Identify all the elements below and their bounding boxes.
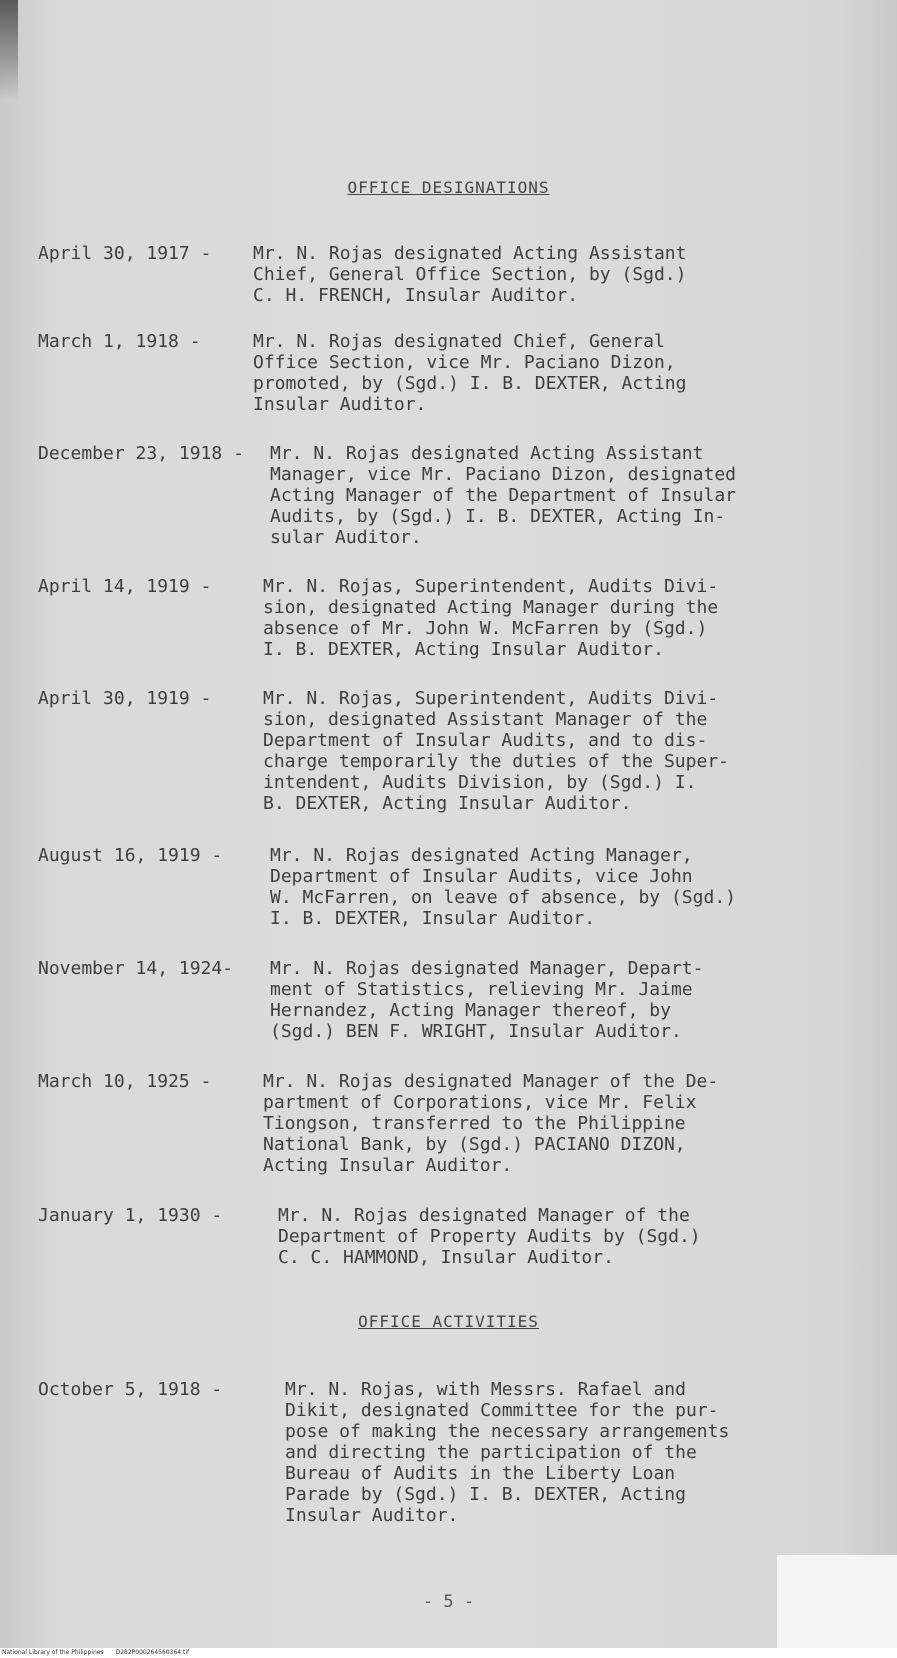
entry-line: sion, designated Assistant Manager of the: [263, 709, 708, 730]
entry-line: I. B. DEXTER, Acting Insular Auditor.: [263, 639, 664, 660]
entry: [38, 331, 858, 415]
entry-line: Mr. N. Rojas designated Manager, Depart-: [270, 958, 704, 979]
file-name: D282P000264560364.tif: [115, 1649, 190, 1656]
entry-date: October 5, 1918 -: [38, 1379, 223, 1400]
entry-line: C. H. FRENCH, Insular Auditor.: [253, 285, 579, 306]
entry-line: partment of Corporations, vice Mr. Felix: [263, 1092, 697, 1113]
entry: [38, 243, 858, 306]
entry: [38, 1205, 858, 1268]
entry-line: Parade by (Sgd.) I. B. DEXTER, Acting: [285, 1484, 686, 1505]
entry-date: December 23, 1918 -: [38, 443, 244, 464]
entry: [38, 443, 858, 548]
entry-line: and directing the participation of the: [285, 1442, 697, 1463]
page-number: - 5 -: [422, 1592, 475, 1612]
entry-line: Dikit, designated Committee for the pur-: [285, 1400, 719, 1421]
scan-patch: [777, 1555, 897, 1648]
entry-line: Mr. N. Rojas designated Acting Assistant: [270, 443, 704, 464]
entry-line: charge temporarily the duties of the Super-: [263, 751, 729, 772]
entry: [38, 845, 858, 929]
entry-line: pose of making the necessary arrangements: [285, 1421, 730, 1442]
entry-line: Manager, vice Mr. Paciano Dizon, designated: [270, 464, 736, 485]
entry-line: Audits, by (Sgd.) I. B. DEXTER, Acting In-: [270, 506, 726, 527]
entry: [38, 688, 858, 814]
entry-line: Acting Manager of the Department of Insular: [270, 485, 736, 506]
entry-line: ment of Statistics, relieving Mr. Jaime: [270, 979, 693, 1000]
entry: [38, 1379, 858, 1526]
entry-date: April 30, 1919 -: [38, 688, 212, 709]
entry-line: C. C. HAMMOND, Insular Auditor.: [278, 1247, 614, 1268]
entry-line: Mr. N. Rojas designated Acting Manager,: [270, 845, 693, 866]
entry-date: April 30, 1917 -: [38, 243, 212, 264]
entry-line: W. McFarren, on leave of absence, by (Sgd.): [270, 887, 736, 908]
entry-line: (Sgd.) BEN F. WRIGHT, Insular Auditor.: [270, 1021, 682, 1042]
entry-date: January 1, 1930 -: [38, 1205, 223, 1226]
entry-line: intendent, Audits Division, by (Sgd.) I.: [263, 772, 697, 793]
entry-date: April 14, 1919 -: [38, 576, 212, 597]
entry: [38, 958, 858, 1042]
entry: [38, 576, 858, 660]
entry-line: Mr. N. Rojas, Superintendent, Audits Divi-: [263, 688, 719, 709]
entry-line: Mr. N. Rojas designated Manager of the De-: [263, 1071, 719, 1092]
entry-line: promoted, by (Sgd.) I. B. DEXTER, Acting: [253, 373, 687, 394]
entry-line: Mr. N. Rojas designated Manager of the: [278, 1205, 690, 1226]
entry-line: B. DEXTER, Acting Insular Auditor.: [263, 793, 632, 814]
entry-date: August 16, 1919 -: [38, 845, 223, 866]
entry-line: Insular Auditor.: [253, 394, 427, 415]
entry-line: Tiongson, transferred to the Philippine: [263, 1113, 686, 1134]
entry-line: Mr. N. Rojas designated Chief, General: [253, 331, 665, 352]
entry-line: Hernandez, Acting Manager thereof, by: [270, 1000, 671, 1021]
entry-line: sular Auditor.: [270, 527, 422, 548]
entry-line: Insular Auditor.: [285, 1505, 459, 1526]
entry-line: Mr. N. Rojas designated Acting Assistant: [253, 243, 687, 264]
section-heading-designations: OFFICE DESIGNATIONS: [347, 178, 550, 197]
entry-line: National Bank, by (Sgd.) PACIANO DIZON,: [263, 1134, 686, 1155]
entry-date: November 14, 1924-: [38, 958, 234, 979]
library-credit: National Library of the Philippines: [2, 1649, 104, 1656]
entry-line: Acting Insular Auditor.: [263, 1155, 513, 1176]
entry: [38, 1071, 858, 1176]
entry-line: Mr. N. Rojas, Superintendent, Audits Divi-: [263, 576, 719, 597]
entry-line: absence of Mr. John W. McFarren by (Sgd.): [263, 618, 708, 639]
entry-line: Department of Insular Audits, vice John: [270, 866, 693, 887]
entry-date: March 1, 1918 -: [38, 331, 201, 352]
entry-line: Office Section, vice Mr. Paciano Dizon,: [253, 352, 676, 373]
entry-line: sion, designated Acting Manager during the: [263, 597, 719, 618]
scan-footer: [0, 1648, 897, 1658]
entry-line: Mr. N. Rojas, with Messrs. Rafael and: [285, 1379, 686, 1400]
entry-line: Department of Property Audits by (Sgd.): [278, 1226, 701, 1247]
entry-line: Bureau of Audits in the Liberty Loan: [285, 1463, 676, 1484]
entry-date: March 10, 1925 -: [38, 1071, 212, 1092]
entry-line: Chief, General Office Section, by (Sgd.): [253, 264, 687, 285]
section-heading-activities: OFFICE ACTIVITIES: [358, 1312, 539, 1331]
entry-line: I. B. DEXTER, Insular Auditor.: [270, 908, 596, 929]
entry-line: Department of Insular Audits, and to dis-: [263, 730, 708, 751]
